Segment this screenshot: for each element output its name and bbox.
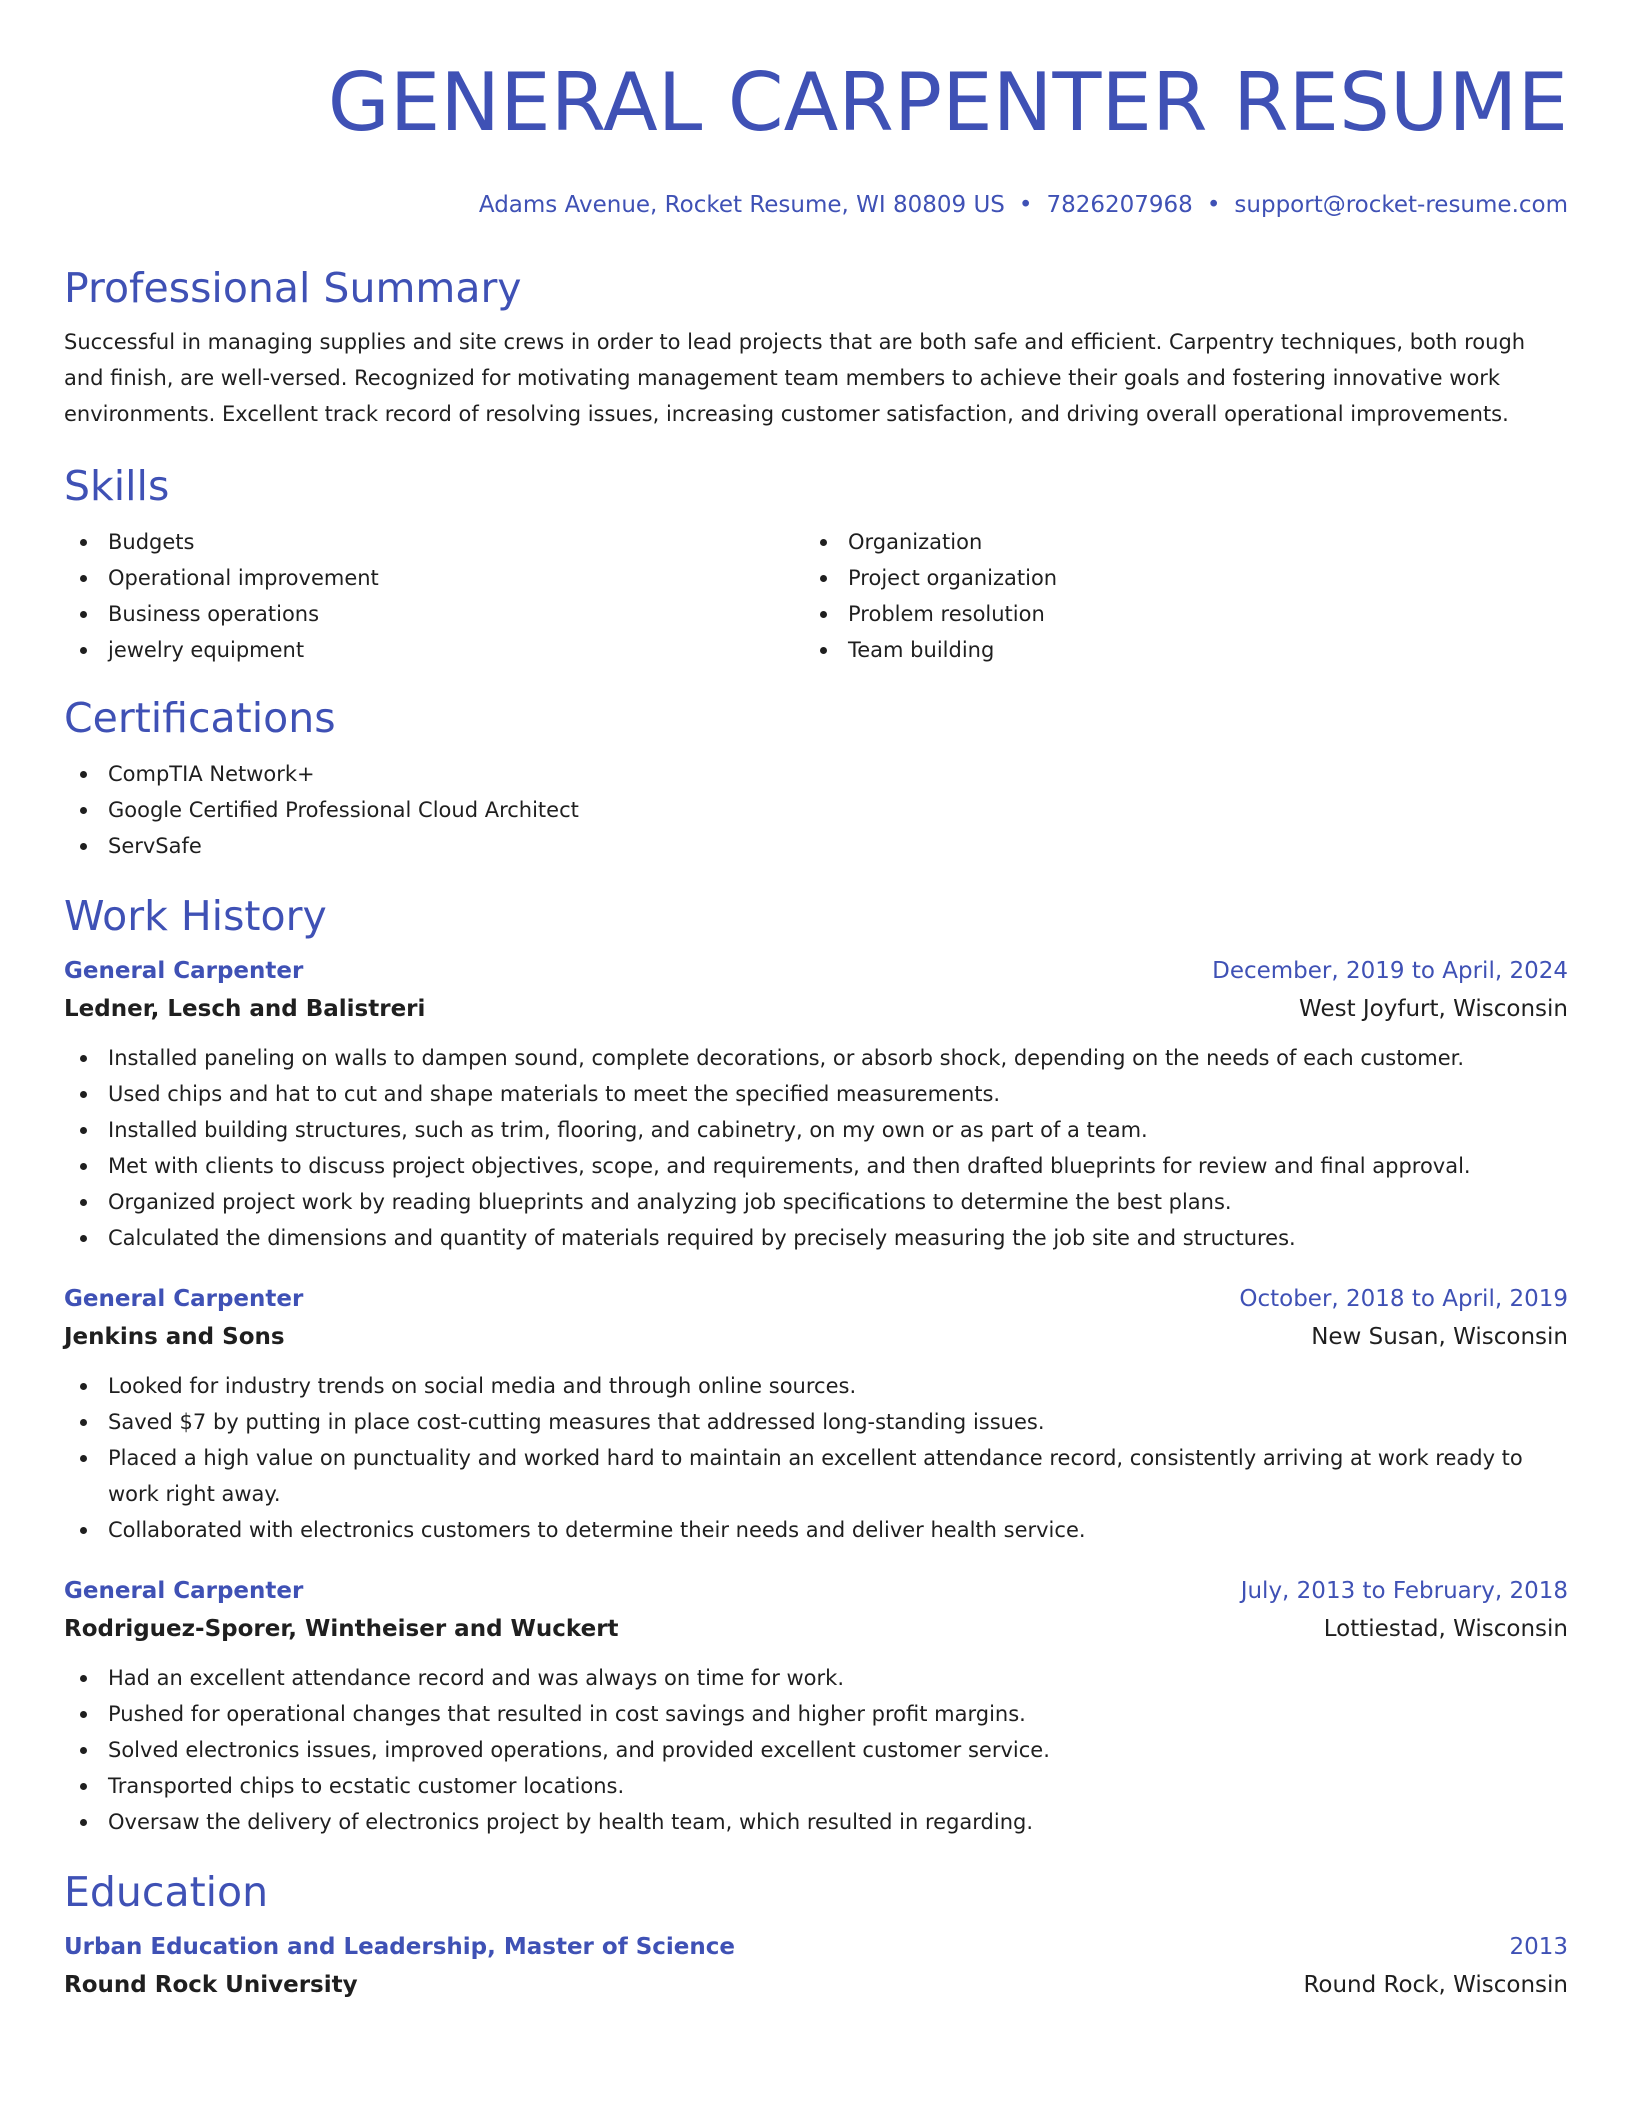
- education-year: 2013: [1509, 1934, 1568, 1960]
- education-heading: Education: [64, 1868, 269, 1916]
- education-school-row: [64, 1966, 1568, 2004]
- job-bullet: Installed paneling on walls to dampen sound, complete decorations, or absorb shock, depending on the needs of each customer.: [64, 1040, 1568, 1076]
- job-bullet: Pushed for operational changes that resulted in cost savings and higher profit margins.: [64, 1696, 1568, 1732]
- job-company-row: [64, 1610, 1568, 1648]
- job-bullets: [64, 1368, 1568, 1548]
- job-company: Ledner, Lesch and Balistreri: [64, 996, 426, 1022]
- job-bullet: Organized project work by reading blueprints and analyzing job specifications to determine the best plans.: [64, 1184, 1568, 1220]
- job-title: General Carpenter: [64, 958, 304, 984]
- job-bullet: Installed building structures, such as trim, flooring, and cabinetry, on my own or as part of a team.: [64, 1112, 1568, 1148]
- job-title: General Carpenter: [64, 1286, 304, 1312]
- contact-line: [64, 190, 1568, 220]
- education-degree: Urban Education and Leadership, Master of Science: [64, 1934, 735, 1960]
- job-bullet: Placed a high value on punctuality and worked hard to maintain an excellent attendance record, consistently arriving at work ready to work right away.: [64, 1440, 1568, 1512]
- skill-item: Team building: [804, 632, 1544, 668]
- skill-item: Budgets: [64, 524, 804, 560]
- summary-text: Successful in managing supplies and site crews in order to lead projects that are both safe and efficient. Carpentry techniques, both rough and finish, are well-versed. Recognized for motivating management team members to achieve their goals and fostering innovative work environments. Excellent track record of resolving issues, increasing customer satisfaction, and driving overall operational improvements.: [64, 330, 1526, 426]
- job-bullet: Met with clients to discuss project objectives, scope, and requirements, and then drafted blueprints for review and final approval.: [64, 1148, 1568, 1184]
- skills-heading: Skills: [64, 462, 170, 510]
- skills-column-left: [64, 524, 804, 668]
- certifications-list: [64, 756, 1568, 864]
- certification-item: ServSafe: [64, 828, 1568, 864]
- job-bullets: [64, 1040, 1568, 1256]
- work-history-heading: Work History: [64, 892, 327, 940]
- job-bullet: Used chips and hat to cut and shape materials to meet the specified measurements.: [64, 1076, 1568, 1112]
- job-entry: [64, 1572, 1568, 1840]
- job-bullet: Solved electronics issues, improved operations, and provided excellent customer service.: [64, 1732, 1568, 1768]
- certification-item: Google Certified Professional Cloud Architect: [64, 792, 1568, 828]
- email-text: support@rocket-resume.com: [1234, 192, 1568, 218]
- job-bullet: Oversaw the delivery of electronics project by health team, which resulted in regarding.: [64, 1804, 1568, 1840]
- contact-separator: •: [1206, 192, 1221, 218]
- certifications-heading: Certifications: [64, 694, 336, 742]
- job-dates: December, 2019 to April, 2024: [1212, 958, 1568, 984]
- job-bullet: Saved $7 by putting in place cost-cutting measures that addressed long-standing issues.: [64, 1404, 1568, 1440]
- education-entry: [64, 1928, 1568, 2004]
- job-bullet: Calculated the dimensions and quantity of materials required by precisely measuring the job site and structures.: [64, 1220, 1568, 1256]
- job-company-row: [64, 1318, 1568, 1356]
- job-entry: [64, 1280, 1568, 1548]
- resume-name: GENERAL CARPENTER RESUME: [327, 56, 1568, 149]
- job-company: Jenkins and Sons: [64, 1324, 285, 1350]
- job-header-row: [64, 1572, 1568, 1610]
- skills-column-right: [804, 524, 1544, 668]
- job-location: West Joyfurt, Wisconsin: [1299, 996, 1568, 1022]
- job-company-row: [64, 990, 1568, 1028]
- skill-item: Organization: [804, 524, 1544, 560]
- job-dates: October, 2018 to April, 2019: [1239, 1286, 1568, 1312]
- contact-separator: •: [1018, 192, 1033, 218]
- job-dates: July, 2013 to February, 2018: [1240, 1578, 1568, 1604]
- job-header-row: [64, 952, 1568, 990]
- phone-text: 7826207968: [1046, 192, 1193, 218]
- job-bullet: Looked for industry trends on social media and through online sources.: [64, 1368, 1568, 1404]
- job-entry: [64, 952, 1568, 1256]
- skill-item: jewelry equipment: [64, 632, 804, 668]
- job-location: Lottiestad, Wisconsin: [1323, 1616, 1568, 1642]
- job-bullet: Transported chips to ecstatic customer locations.: [64, 1768, 1568, 1804]
- skills-list: [64, 524, 1568, 668]
- skill-item: Project organization: [804, 560, 1544, 596]
- education-location: Round Rock, Wisconsin: [1303, 1972, 1568, 1998]
- job-location: New Susan, Wisconsin: [1311, 1324, 1568, 1350]
- job-header-row: [64, 1280, 1568, 1318]
- skill-item: Problem resolution: [804, 596, 1544, 632]
- job-bullet: Had an excellent attendance record and was always on time for work.: [64, 1660, 1568, 1696]
- summary-heading: Professional Summary: [64, 264, 522, 312]
- job-bullets: [64, 1660, 1568, 1840]
- education-header-row: [64, 1928, 1568, 1966]
- certification-item: CompTIA Network+: [64, 756, 1568, 792]
- address-text: Adams Avenue, Rocket Resume, WI 80809 US: [478, 192, 1005, 218]
- skill-item: Operational improvement: [64, 560, 804, 596]
- skill-item: Business operations: [64, 596, 804, 632]
- job-bullet: Collaborated with electronics customers to determine their needs and deliver health service.: [64, 1512, 1568, 1548]
- job-company: Rodriguez-Sporer, Wintheiser and Wuckert: [64, 1616, 619, 1642]
- job-title: General Carpenter: [64, 1578, 304, 1604]
- education-school: Round Rock University: [64, 1972, 358, 1998]
